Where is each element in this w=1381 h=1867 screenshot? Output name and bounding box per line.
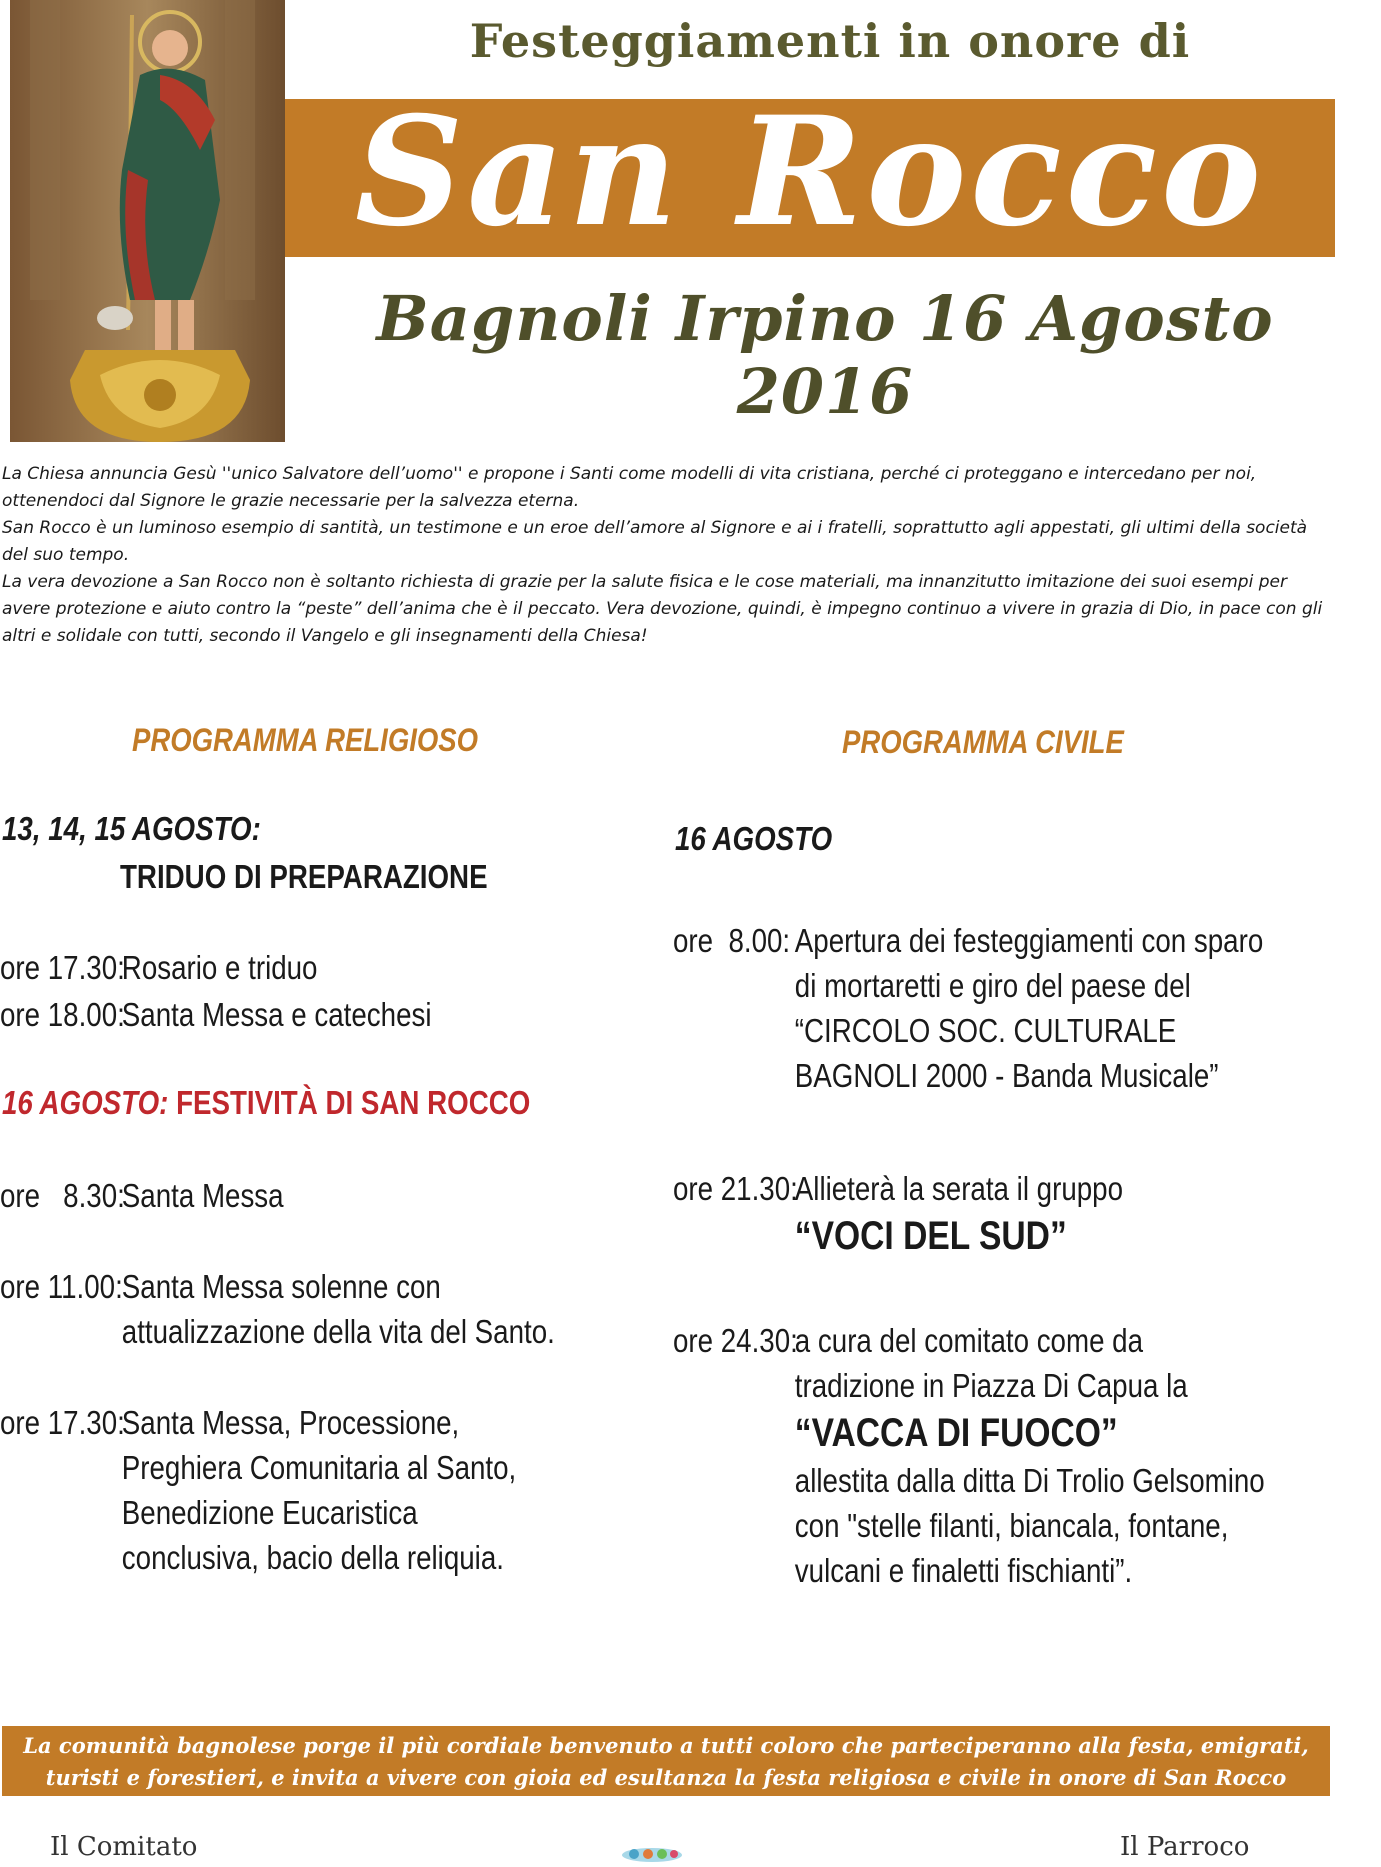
schedule-row	[673, 1318, 1265, 1593]
parroco-signature: Il Parroco	[1120, 1832, 1250, 1862]
intro-paragraph: San Rocco è un luminoso esempio di santità, un testimone e un eroe dell’amore al Signore e ai i fratelli, soprattutto agli appestati, gli ultimi della società del suo tempo.	[2, 518, 1308, 565]
schedule-time: ore 8.00:	[673, 922, 791, 959]
schedule-time: ore 17.30:	[0, 949, 125, 986]
schedule-desc	[795, 1166, 1265, 1261]
statue-illustration	[10, 0, 285, 442]
schedule-desc	[795, 1318, 1265, 1593]
triduo-days: 13, 14, 15 AGOSTO:	[2, 810, 261, 847]
festa-label: FESTIVITÀ DI SAN ROCCO	[168, 1084, 531, 1121]
schedule-time: ore 8.30:	[0, 1177, 125, 1214]
schedule-time: ore 24.30:	[673, 1322, 798, 1359]
schedule-desc: Rosario e triduo	[121, 949, 318, 986]
schedule-row	[0, 1173, 559, 1218]
schedule-desc-text: allestita dalla ditta Di Trolio Gelsomino con "stelle filanti, biancala, fontane, vulcani e finaletti fischianti”.	[794, 1462, 1265, 1589]
band-name: “VOCI DEL SUD”	[794, 1214, 1067, 1258]
programma-civile-heading: PROGRAMMA CIVILE	[842, 724, 1124, 760]
schedule-row	[0, 992, 559, 1037]
saint-statue-photo	[10, 0, 285, 442]
schedule-time: ore 18.00:	[0, 996, 125, 1033]
schedule-desc: Apertura dei festeggiamenti con sparo di mortaretti e giro del paese del “CIRCOLO SOC. CULTURALE BAGNOLI 2000 - Banda Musicale”	[794, 922, 1264, 1094]
welcome-banner: La comunità bagnolese porge il più cordiale benvenuto a tutti coloro che parteciperanno alla festa, emigrati, turisti e forestieri, e invita a vivere con gioia ed esultanza la festa religiosa e civile in onore di San Rocco	[2, 1726, 1330, 1796]
comitato-signature: Il Comitato	[50, 1832, 198, 1862]
intro-paragraph: La Chiesa annuncia Gesù ''unico Salvatore dell’uomo'' e propone i Santi come modelli di vita cristiana, perché ci proteggano e intercedano per noi, ottenendoci dal Signore le grazie necessarie per la salvezza eterna.	[2, 464, 1257, 511]
festa-heading	[2, 1084, 530, 1122]
fireworks-name: “VACCA DI FUOCO”	[794, 1411, 1118, 1455]
schedule-row	[0, 1264, 559, 1354]
schedule-row	[0, 1400, 559, 1580]
schedule-row	[673, 918, 1265, 1098]
festa-date: 16 AGOSTO:	[2, 1084, 169, 1121]
intro-paragraph: La vera devozione a San Rocco non è soltanto richiesta di grazie per la salute fisica e le cose materiali, ma innanzitutto imitazione dei suoi esempi per avere protezione e aiuto contro la “peste” dell’anima che è il peccato. Vera devozione, quindi, è impegno continuo a vivere in grazia di Dio, in pace con gli altri e solidale con tutti, secondo il Vangelo e gli insegnamenti della Chiesa!	[2, 572, 1323, 646]
triduo-label: TRIDUO DI PREPARAZIONE	[120, 858, 488, 895]
schedule-desc-text: a cura del comitato come da tradizione in Piazza Di Capua la	[794, 1322, 1188, 1404]
schedule-desc: Santa Messa solenne con attualizzazione della vita del Santo.	[121, 1268, 555, 1350]
schedule-desc-text: Allieterà la serata il gruppo	[794, 1170, 1124, 1207]
schedule-row	[673, 1166, 1265, 1261]
intro-text	[2, 461, 1332, 650]
schedule-desc: Santa Messa e catechesi	[121, 996, 432, 1033]
schedule-row	[0, 945, 559, 990]
schedule-desc: Santa Messa	[121, 1177, 284, 1214]
civile-date: 16 AGOSTO	[675, 820, 833, 857]
schedule-time: ore 17.30:	[0, 1404, 125, 1441]
schedule-time: ore 11.00:	[0, 1268, 123, 1305]
pre-title: Festeggiamenti in onore di	[469, 14, 1191, 68]
event-subtitle: Bagnoli Irpino 16 Agosto 2016	[376, 282, 1274, 428]
programma-religioso-heading: PROGRAMMA RELIGIOSO	[132, 722, 479, 758]
publisher-logo-icon	[620, 1845, 684, 1863]
schedule-time: ore 21.30:	[673, 1170, 798, 1207]
page-title: San Rocco	[354, 84, 1266, 260]
schedule-desc: Santa Messa, Processione, Preghiera Comunitaria al Santo, Benedizione Eucaristica conclusiva, bacio della reliquia.	[121, 1404, 517, 1576]
